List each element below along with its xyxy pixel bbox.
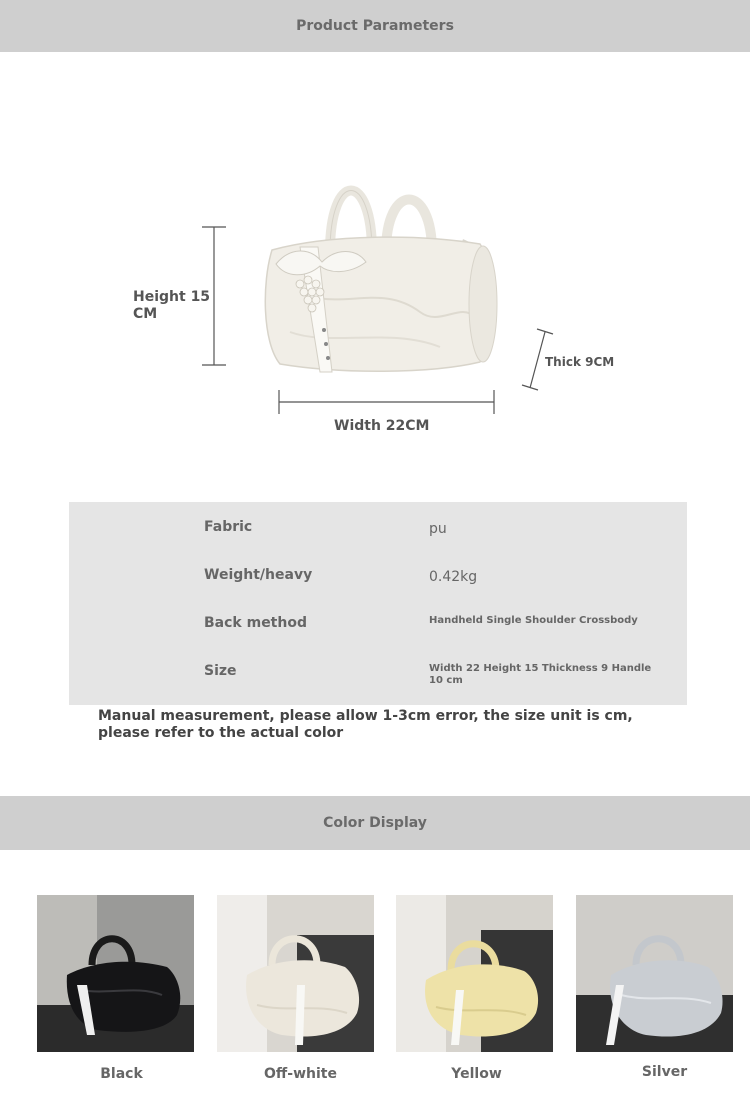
product-dimension-diagram bbox=[0, 52, 750, 492]
section-title-parameters: Product Parameters bbox=[296, 18, 454, 34]
width-dimension-label: Width 22CM bbox=[334, 418, 430, 434]
color-label-off-white: Off-white bbox=[264, 1066, 337, 1082]
param-row-weight bbox=[69, 567, 687, 607]
color-label-yellow: Yellow bbox=[451, 1066, 502, 1082]
param-value: Width 22 Height 15 Thickness 9 Handle 10 cm bbox=[429, 663, 652, 686]
param-value: Handheld Single Shoulder Crossbody bbox=[429, 615, 638, 626]
color-photo-black[interactable] bbox=[37, 895, 194, 1052]
param-value: 0.42kg bbox=[429, 569, 478, 585]
section-banner-parameters bbox=[0, 0, 750, 52]
param-row-fabric bbox=[69, 519, 687, 559]
color-photo-off-white[interactable] bbox=[217, 895, 374, 1052]
thickness-dimension-label: Thick 9CM bbox=[545, 355, 615, 369]
color-photo-silver[interactable] bbox=[576, 895, 733, 1052]
section-title-colors: Color Display bbox=[323, 815, 427, 831]
parameters-table bbox=[69, 502, 687, 705]
section-banner-colors bbox=[0, 796, 750, 850]
param-key: Fabric bbox=[204, 519, 253, 535]
param-row-size bbox=[69, 663, 687, 703]
param-key: Back method bbox=[204, 615, 307, 631]
param-value: pu bbox=[429, 521, 447, 537]
color-photo-yellow[interactable] bbox=[396, 895, 553, 1052]
measurement-note: Manual measurement, please allow 1-3cm error, the size unit is cm, please refer to the actual color bbox=[98, 708, 633, 741]
param-key: Size bbox=[204, 663, 237, 679]
color-label-black: Black bbox=[100, 1066, 143, 1082]
color-label-silver: Silver bbox=[641, 1064, 688, 1080]
height-dimension-label: Height 15 CM bbox=[133, 289, 211, 322]
param-row-back-method bbox=[69, 615, 687, 655]
param-key: Weight/heavy bbox=[204, 567, 313, 583]
